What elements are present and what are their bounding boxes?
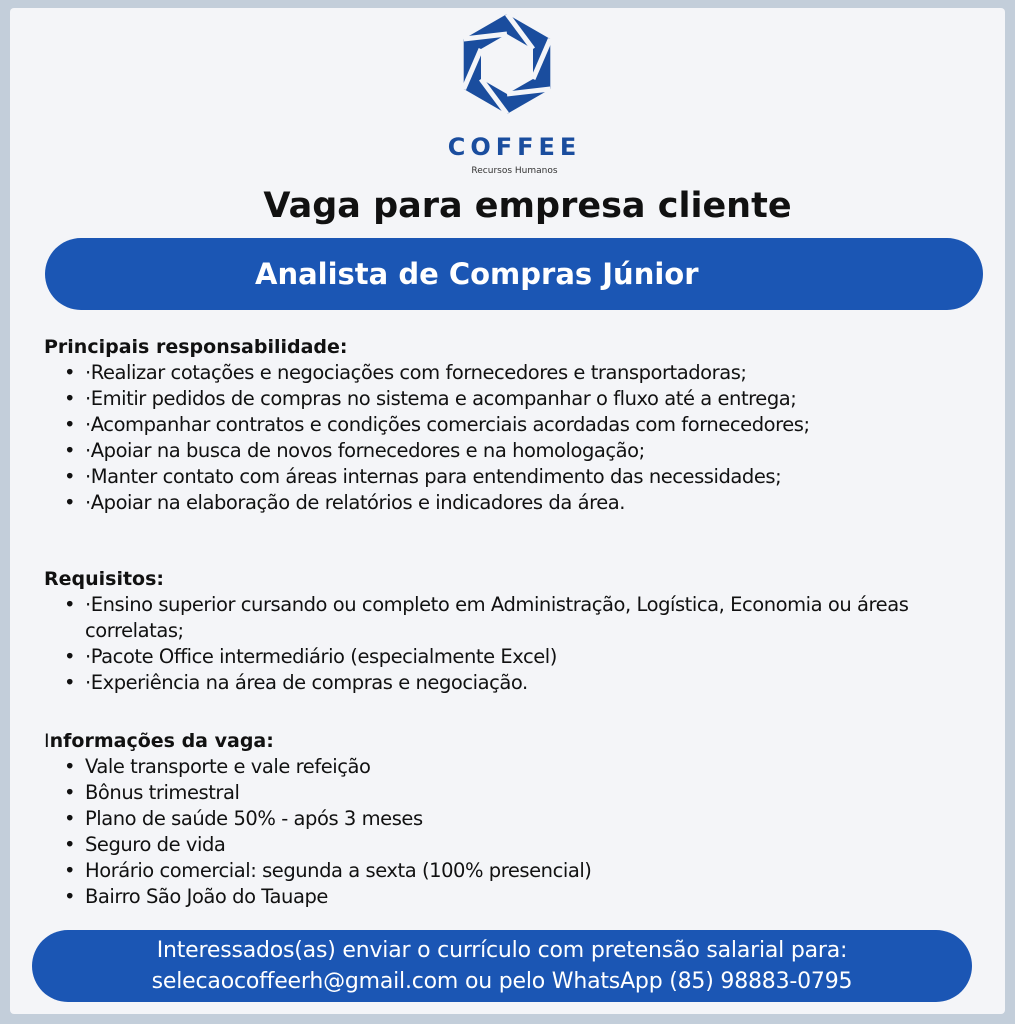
list-item: • ·Manter contato com áreas internas para entendimento das necessidades;	[64, 465, 782, 488]
list-item: • ·Ensino superior cursando ou completo em Administração, Logística, Economia ou áreas correlatas;	[64, 593, 909, 642]
bullet-icon: •	[64, 671, 76, 694]
bullet-icon: •	[64, 833, 76, 856]
list-item: • ·Apoiar na elaboração de relatórios e indicadores da área.	[64, 491, 625, 514]
list-item: • Bônus trimestral	[64, 781, 240, 804]
job-info-section	[44, 728, 994, 910]
bullet-icon: •	[64, 807, 76, 830]
application-instructions: Interessados(as) enviar o currículo com pretensão salarial para:	[156, 938, 848, 963]
list-item: • Seguro de vida	[64, 833, 226, 856]
list-item: • ·Acompanhar contratos e condições comerciais acordadas com fornecedores;	[64, 413, 810, 436]
bullet-icon: •	[64, 593, 76, 616]
contact-info: selecaocoffeerh@gmail.com ou pelo WhatsApp (85) 98883-0795	[151, 969, 853, 994]
responsibilities-title: Principais responsabilidade:	[44, 336, 348, 358]
brand-tagline: Recursos Humanos	[471, 166, 558, 176]
bullet-icon: •	[64, 413, 76, 436]
list-item: • ·Realizar cotações e negociações com fornecedores e transportadoras;	[64, 361, 747, 384]
list-item: • Plano de saúde 50% - após 3 meses	[64, 807, 423, 830]
page-headline: Vaga para empresa cliente	[263, 186, 792, 226]
list-item: • ·Pacote Office intermediário (especialmente Excel)	[64, 645, 557, 668]
list-item: • Bairro São João do Tauape	[64, 885, 328, 908]
application-banner	[32, 930, 972, 1002]
bullet-icon: •	[64, 755, 76, 778]
requirements-title: Requisitos:	[44, 568, 165, 590]
responsibilities-list	[44, 360, 994, 516]
list-item: • ·Apoiar na busca de novos fornecedores e na homologação;	[64, 439, 645, 462]
bullet-icon: •	[64, 859, 76, 882]
list-item: • Vale transporte e vale refeição	[64, 755, 371, 778]
list-item: • ·Emitir pedidos de compras no sistema e acompanhar o fluxo até a entrega;	[64, 387, 797, 410]
job-title: Analista de Compras Júnior	[255, 257, 699, 291]
bullet-icon: •	[64, 491, 76, 514]
requirements-section	[44, 566, 994, 696]
bullet-icon: •	[64, 465, 76, 488]
list-item: • Horário comercial: segunda a sexta (100% presencial)	[64, 859, 592, 882]
list-item: • ·Experiência na área de compras e negociação.	[64, 671, 528, 694]
responsibilities-section	[44, 334, 994, 516]
bullet-icon: •	[64, 439, 76, 462]
brand-name: COFFEE	[447, 133, 582, 161]
bullet-icon: •	[64, 387, 76, 410]
bullet-icon: •	[64, 885, 76, 908]
bullet-icon: •	[64, 781, 76, 804]
job-info-list	[44, 754, 994, 910]
bullet-icon: •	[64, 361, 76, 384]
job-info-title: Informações da vaga:	[44, 730, 274, 752]
bullet-icon: •	[64, 645, 76, 668]
coffee-logo-icon	[455, 12, 559, 116]
requirements-list	[44, 592, 994, 696]
job-title-banner	[45, 238, 983, 310]
